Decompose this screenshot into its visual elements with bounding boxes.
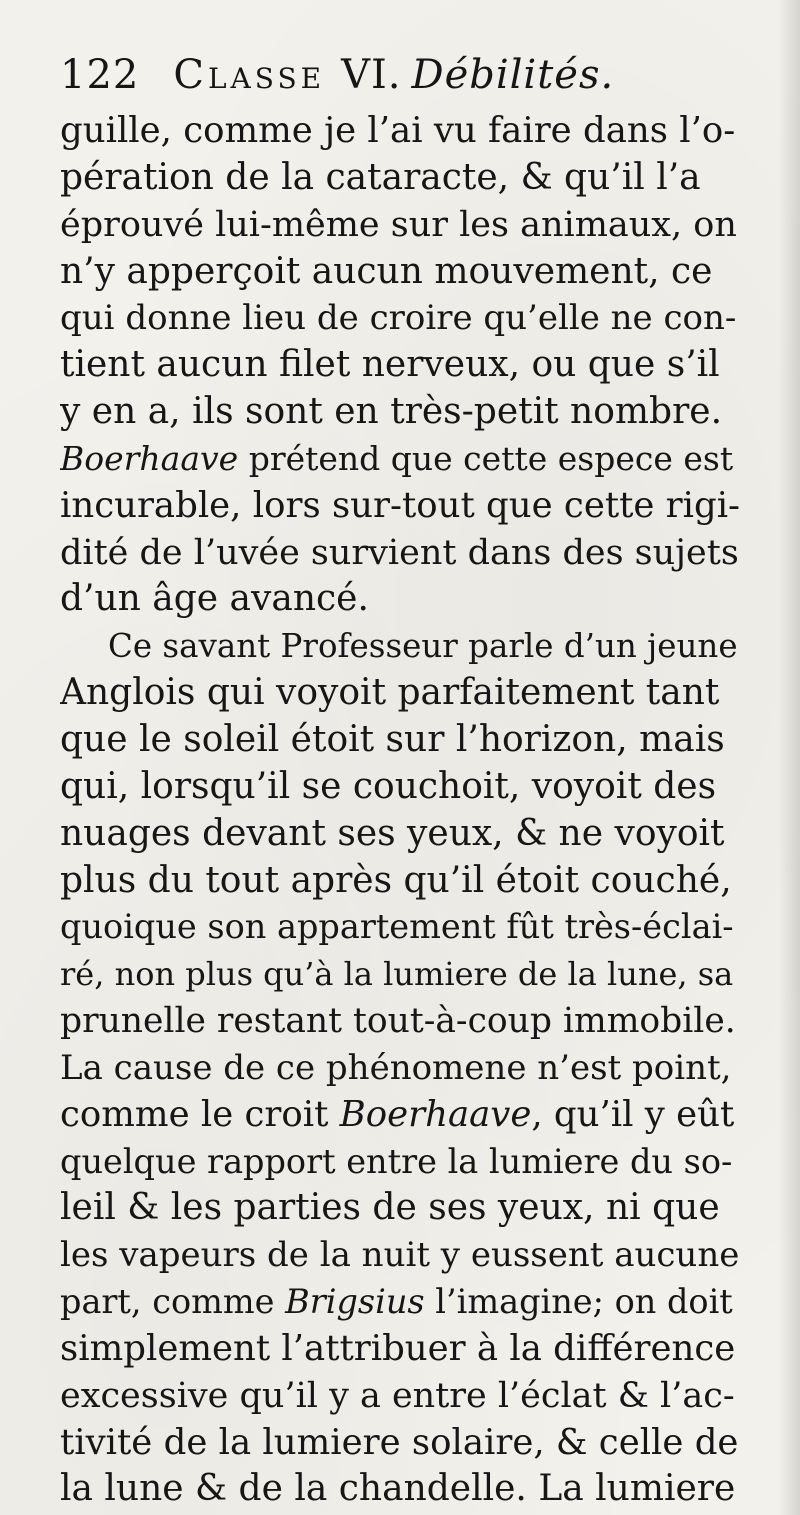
text-line: La cause de ce phénomene n’est point, xyxy=(60,1047,732,1088)
text-line: Boerhaave prétend que cette espece est xyxy=(60,438,734,478)
text-line: leil & les parties de ses yeux, ni que xyxy=(60,1187,720,1229)
text-line: que le soleil étoit sur l’horizon, mais xyxy=(60,718,725,760)
page-edge-shadow xyxy=(778,0,800,1515)
header-subject: Débilités. xyxy=(411,52,615,98)
running-header xyxy=(60,50,760,100)
text-line: simplement l’attribuer à la différence xyxy=(60,1327,736,1369)
text-line: Anglois qui voyoit parfaitement tant xyxy=(60,672,720,714)
page-number: 122 xyxy=(60,52,140,98)
text-line: y en a, ils sont en très-petit nombre. xyxy=(60,391,723,433)
text-line: qui donne lieu de croire qu’elle ne con- xyxy=(60,298,737,339)
text-line: pération de la cataracte, & qu’il l’a xyxy=(60,156,701,198)
text-line: la lune & de la chandelle. La lumiere xyxy=(60,1468,736,1510)
text-line: tient aucun filet nerveux, ou que s’il xyxy=(60,344,720,386)
text-line: quoique son appartement fût très-éclai- xyxy=(60,907,734,947)
text-line: excessive qu’il y a entre l’éclat & l’ac- xyxy=(60,1375,735,1416)
text-line: guille, comme je l’ai vu faire dans l’o- xyxy=(60,110,736,151)
text-line: ré, non plus qu’à la lumiere de la lune, sa xyxy=(60,955,734,994)
text-line: incurable, lors sur-tout que cette rigi- xyxy=(60,484,740,526)
text-line: prunelle restant tout-à-coup immobile. xyxy=(60,1001,736,1042)
body-text xyxy=(60,108,740,1513)
text-line: n’y apperçoit aucun mouvement, ce xyxy=(60,250,713,292)
text-line: tivité de la lumiere solaire, & celle de xyxy=(60,1421,739,1463)
text-line: les vapeurs de la nuit y eussent aucune xyxy=(60,1235,740,1276)
text-line: éprouvé lui-même sur les animaux, on xyxy=(60,204,737,245)
text-line: comme le croit Boerhaave, qu’il y eût xyxy=(60,1093,735,1135)
text-line: dité de l’uvée survient dans des sujets xyxy=(60,532,739,573)
header-class-number: VI. xyxy=(341,52,402,98)
text-line: part, comme Brigsius l’imagine; on doit xyxy=(60,1282,733,1322)
text-line: qui, lorsqu’il se couchoit, voyoit des xyxy=(60,765,717,807)
text-line: nuages devant ses yeux, & ne voyoit xyxy=(60,812,725,854)
paragraph-start-line: Ce savant Professeur parle d’un jeune xyxy=(108,627,738,666)
text-line: d’un âge avancé. xyxy=(60,578,369,620)
text-line: quelque rapport entre la lumiere du so- xyxy=(60,1141,733,1181)
text-line: plus du tout après qu’il étoit couché, xyxy=(60,859,732,901)
header-classe: Classe xyxy=(173,52,326,98)
